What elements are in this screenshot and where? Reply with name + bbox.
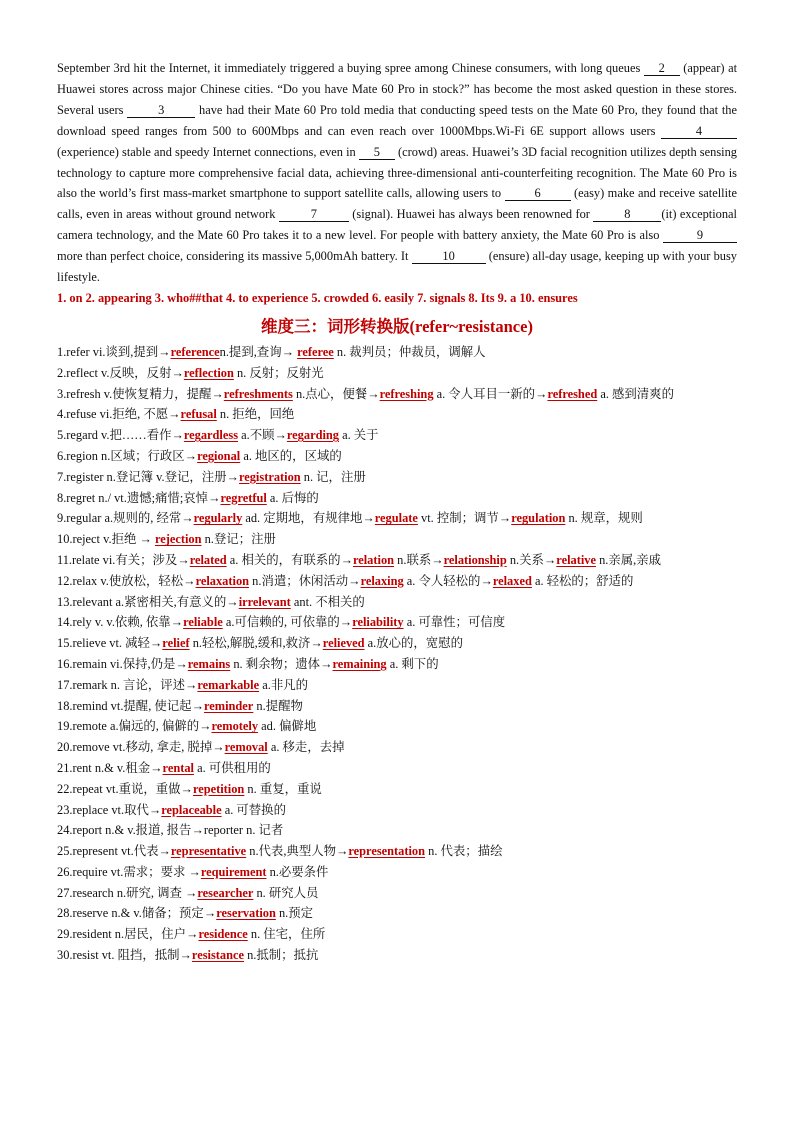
answer-word: regardless [183,428,239,443]
vocab-text: n.抵制；抵抗 [244,948,319,963]
vocab-text: n. 拒绝，回绝 [216,407,295,422]
vocab-text: 11.relate vi.有关；涉及→ [57,552,190,567]
vocab-text: n.代表,典型人物→ [246,844,349,859]
vocab-row [57,342,737,363]
vocab-text: a. 令人轻松的→ [403,573,493,588]
vocab-text: ad. 偏僻地 [258,719,317,734]
answer-word: regulation [511,511,566,526]
blank-4: 4 [661,124,737,139]
answer-word: resistance [191,948,244,963]
vocab-text: a. 可靠性；可信度 [403,615,506,630]
answer-word: relief [162,636,190,651]
vocab-text: n. 规章，规则 [565,511,643,526]
vocab-text: n. 反射；反射光 [233,365,324,380]
answer-word: reference [170,344,220,359]
vocab-text: a. 可供租用的 [193,760,271,775]
vocab-text: 14.rely v. v.依赖, 依靠→ [57,615,184,630]
vocabulary-list [57,342,737,966]
answer-word: regularly [193,511,243,526]
vocab-text: 27.research n.研究, 调查 → [57,885,198,900]
answer-word: researcher [197,885,254,900]
vocab-row [57,800,737,821]
vocab-row [57,862,737,883]
answer-word: refreshments [223,386,293,401]
vocab-text: n.轻松,解脱,缓和,救济→ [189,636,323,651]
answer-key: 1. on 2. appearing 3. who##that 4. to experience 5. crowded 6. easily 7. signals 8. Its 9. a 10. ensures [57,290,578,305]
answer-word: reliable [183,615,223,630]
vocab-text: a. 感到清爽的 [597,386,674,401]
passage-text: have had their Mate 60 Pro told media that conducting speed tests on the Mate 60 Pro, they found that the download speed ranges from 500 to 600Mbps and can even reach over 1000Mbps.Wi-Fi 6E support allows users [57,102,737,138]
vocab-text: 21.rent n.& v.租金→ [57,760,163,775]
vocab-row [57,945,737,966]
answer-word: irrelevant [238,594,291,609]
answer-word: regulate [374,511,418,526]
answer-word: reliability [352,615,404,630]
vocab-text: 28.reserve n.& v.储备；预定→ [57,906,217,921]
vocab-text: 3.refresh v.使恢复精力，提醒→ [57,386,224,401]
answer-word: referee [297,344,334,359]
vocab-row [57,737,737,758]
answer-word: remotely [211,719,259,734]
vocab-text: 4.refuse vi.拒绝, 不愿→ [57,407,181,422]
vocab-text: n.关系→ [506,552,557,567]
vocab-text: n.亲属,亲戚 [595,552,662,567]
passage-text: (crowd) areas. Huawei’s 3D facial recognition utilizes depth sensing technology to capture more comprehensive facial data, achieving three-dimensional anti-counterfeiting recognition. The Mate 60 Pro is also the world’s first mass-market smartphone to support satellite calls, allowing users to [57,144,737,201]
vocab-row [57,508,737,529]
vocab-text: 17.remark n. 言论，评述→ [57,677,198,692]
answer-word: regional [197,448,241,463]
answer-word: refreshed [547,386,598,401]
answer-word: refusal [180,407,217,422]
vocab-row [57,633,737,654]
answer-word: remarkable [197,677,260,692]
vocab-row [57,529,737,550]
vocab-text: 25.represent vt.代表→ [57,844,171,859]
blank-3: 3 [127,103,195,118]
vocab-row [57,820,737,841]
answer-word: replaceable [161,802,222,817]
vocab-text: n.联系→ [394,552,444,567]
answer-word: registration [238,469,301,484]
answer-word: regretful [220,490,267,505]
vocab-text: 9.regular a.规则的, 经常→ [57,511,194,526]
vocab-row [57,404,737,425]
vocab-text: 15.relieve vt. 减轻→ [57,636,163,651]
vocab-row [57,550,737,571]
vocab-row [57,612,737,633]
answer-word: remaining [332,656,387,671]
passage-text: (ensure) all-day usage, keeping up with your busy lifestyle. [57,249,738,285]
vocab-text: a. 可替换的 [221,802,286,817]
vocab-text: a.不顾→ [238,428,287,443]
vocab-text: a. 移走，去掉 [267,740,345,755]
vocab-row [57,571,737,592]
vocab-text: a. 后悔的 [266,490,319,505]
vocab-text: 24.report n.& v.报道, 报告→reporter n. 记者 [57,823,284,838]
vocab-row [57,924,737,945]
answer-word: relaxation [195,573,250,588]
vocab-text: vt. 控制；调节→ [417,511,512,526]
vocab-row [57,488,737,509]
blank-7: 7 [279,207,349,222]
blank-6: 6 [505,186,571,201]
vocab-text: 6.region n.区域；行政区→ [57,448,198,463]
answer-word: reminder [203,698,254,713]
vocab-text: ad. 定期地，有规律地→ [242,511,375,526]
vocab-text: n.预定 [275,906,314,921]
answer-word: relative [556,552,596,567]
vocab-text: a. 剩下的 [386,656,439,671]
answer-word: representation [348,844,426,859]
vocab-text: a. 地区的，区域的 [240,448,342,463]
vocab-text: 16.remain vi.保持,仍是→ [57,656,188,671]
section-title: 维度三：词形转换版(refer~resistance) [261,316,533,336]
vocab-text: 10.reject v.拒绝 → [57,532,155,547]
vocab-text: 8.regret n./ vt.遗憾;痛惜;哀悼→ [57,490,221,505]
vocab-text: n.必要条件 [266,864,329,879]
answer-word: refreshing [379,386,434,401]
vocab-row [57,779,737,800]
blank-10: 10 [412,249,486,264]
answer-word: relaxing [360,573,404,588]
reading-passage [57,58,737,288]
vocab-text: 23.replace vt.取代→ [57,802,162,817]
vocab-text: n.点心，便餐→ [292,386,380,401]
passage-text: (appear) at Huawei stores across major Chinese cities. “Do you have Mate 60 Pro in stock?” has become the most asked question in these stores. Several users [57,61,738,117]
answer-word: rental [162,760,194,775]
vocab-text: a. 令人耳目一新的→ [433,386,548,401]
vocab-text: a.可信赖的, 可依靠的→ [222,615,353,630]
vocab-text: n. 重复，重说 [244,781,322,796]
vocab-text: n.提醒物 [253,698,303,713]
vocab-text: a. 关于 [339,428,379,443]
answer-word: relationship [443,552,507,567]
vocab-text: 12.relax v.使放松，轻松→ [57,573,196,588]
vocab-text: a. 轻松的；舒适的 [531,573,634,588]
passage-text: (experience) stable and speedy Internet connections, even in [57,144,359,159]
blank-8: 8 [593,207,661,222]
vocab-row [57,675,737,696]
vocab-text: n. 剩余物；遗体→ [230,656,333,671]
blank-5: 5 [359,145,395,160]
answer-word: representative [170,844,247,859]
answer-word: relieved [322,636,365,651]
vocab-text: n.消遣；休闲活动→ [249,573,361,588]
vocab-text: 5.regard v.把……看作→ [57,428,184,443]
vocab-row [57,883,737,904]
answer-word: requirement [200,864,267,879]
vocab-row [57,592,737,613]
blank-2: 2 [644,61,680,76]
vocab-row [57,467,737,488]
answer-word: remains [187,656,231,671]
answer-word: residence [198,927,248,942]
vocab-text: 2.reflect v.反映，反射→ [57,365,184,380]
vocab-text: a.放心的，宽慰的 [364,636,463,651]
vocab-text: n. 裁判员；仲裁员，调解人 [333,344,486,359]
passage-text: (it) exceptional camera technology, and the Mate 60 Pro takes it to a new level. For people with battery anxiety, the Mate 60 Pro is also [57,207,737,243]
answer-word: related [189,552,227,567]
passage-text: more than perfect choice, considering its massive 5,000mAh battery. It [57,249,412,264]
vocab-text: 20.remove vt.移动, 拿走, 脱掉→ [57,740,225,755]
answer-word: repetition [192,781,245,796]
vocab-text: n.登记；注册 [201,532,276,547]
vocab-row [57,903,737,924]
answer-word: removal [224,740,268,755]
vocab-row [57,696,737,717]
vocab-text: 30.resist vt. 阻挡，抵制→ [57,948,192,963]
vocab-row [57,425,737,446]
worksheet-page [57,58,737,966]
vocab-text: 1.refer vi.谈到,提到→ [57,344,171,359]
vocab-text: n. 记，注册 [300,469,366,484]
vocab-text: n. 住宅，住所 [247,927,326,942]
answer-word: rejection [154,532,202,547]
vocab-text: a.非凡的 [259,677,308,692]
vocab-row [57,446,737,467]
vocab-row [57,841,737,862]
vocab-text: 7.register n.登记簿 v.登记，注册→ [57,469,239,484]
vocab-row [57,654,737,675]
vocab-text: a. 相关的，有联系的→ [226,552,353,567]
vocab-row [57,716,737,737]
vocab-text: ant. 不相关的 [290,594,365,609]
vocab-row [57,384,737,405]
vocab-text: 29.resident n.居民，住户→ [57,927,199,942]
vocab-text: 18.remind vt.提醒, 使记起→ [57,698,204,713]
vocab-text: 22.repeat vt.重说，重做→ [57,781,193,796]
passage-text: (signal). Huawei has always been renowned for [348,207,594,222]
vocab-text: n. 代表；描绘 [425,844,503,859]
vocab-text: 26.require vt.需求；要求 → [57,864,201,879]
answer-word: reflection [183,365,234,380]
vocab-text: 13.relevant a.紧密相关,有意义的→ [57,594,239,609]
vocab-text: n. 研究人员 [253,885,319,900]
answer-word: reservation [216,906,276,921]
answer-word: relaxed [492,573,532,588]
vocab-text: n.提到,查询→ [219,344,298,359]
vocab-text: 19.remote a.偏远的, 偏僻的→ [57,719,212,734]
vocab-row [57,758,737,779]
answer-word: regarding [286,428,339,443]
blank-9: 9 [663,228,737,243]
passage-text: (easy) make and receive satellite calls, even in areas without ground network [57,186,737,222]
answer-word: relation [352,552,395,567]
passage-text: September 3rd hit the Internet, it immediately triggered a buying spree among Chinese consumers, with long queues [57,61,644,75]
vocab-row [57,363,737,384]
